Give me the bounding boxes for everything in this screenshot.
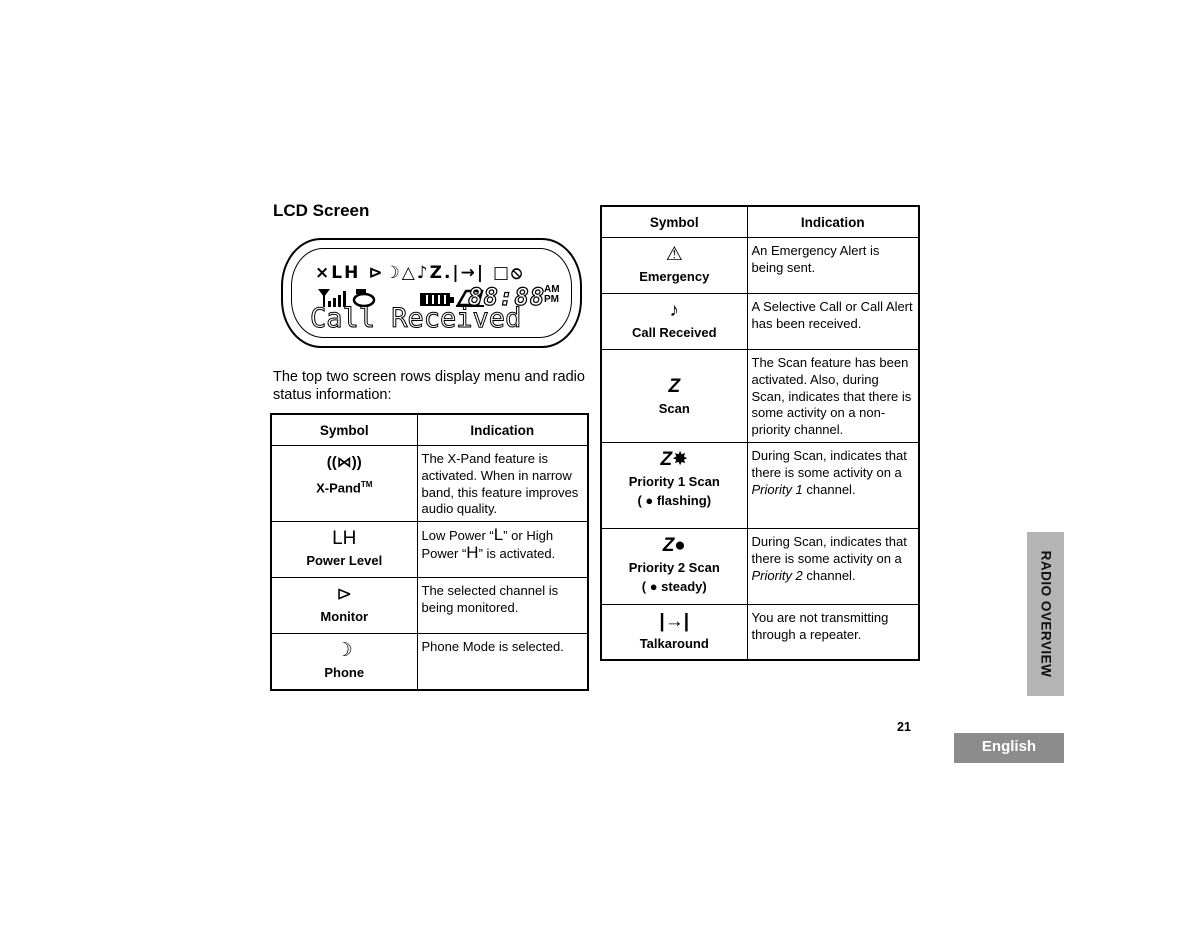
indication-cell: A Selective Call or Call Alert has been received. (747, 294, 919, 350)
lcd-message: Call Received (310, 303, 522, 334)
section-heading: LCD Screen (273, 201, 370, 220)
table-row (601, 528, 919, 604)
lcd-status-icons: ⨯LH ⊳☽△♪Z.|→| □⦸ (315, 263, 525, 283)
symbol-name: Talkaround (639, 635, 709, 651)
monitor-icon: ⊳ (336, 584, 353, 606)
symbol-cell (601, 350, 747, 443)
header-indication: Indication (747, 206, 919, 238)
indication-emphasis: Priority 2 (751, 567, 803, 583)
table-row (271, 578, 588, 634)
indication-cell: The selected channel is being monitored. (417, 578, 588, 634)
indication-cell: Phone Mode is selected. (417, 634, 588, 690)
symbol-name: Power Level (306, 553, 383, 569)
symbol-note: ( ● flashing) (637, 492, 712, 508)
indication-emphasis: Priority 1 (751, 481, 803, 497)
symbol-name: Priority 1 Scan (628, 473, 720, 489)
xpand-icon: ((⋈)) (326, 454, 362, 471)
indication-cell (417, 522, 588, 578)
high-power-glyph: H (466, 542, 479, 562)
pm-label: PM (544, 294, 559, 305)
symbol-cell (271, 578, 417, 634)
indication-text: Low Power “ (421, 528, 494, 544)
header-symbol: Symbol (271, 414, 417, 446)
table-row (271, 446, 588, 522)
emergency-icon: ⚠ (665, 244, 683, 265)
symbol-cell (271, 446, 417, 522)
section-side-tab (1027, 532, 1064, 696)
table-row (601, 294, 919, 350)
am-label: AM (544, 284, 560, 295)
indication-cell: You are not transmitting through a repeater. (747, 604, 919, 660)
lcd-am-pm (544, 285, 560, 305)
table-row (271, 522, 588, 578)
lcd-screen-bezel (291, 248, 572, 338)
table-header-row (601, 206, 919, 238)
low-power-glyph: L (493, 525, 504, 545)
indication-text: ” is activated. (478, 545, 556, 561)
table-row (601, 442, 919, 528)
priority-2-scan-icon: Z● (662, 534, 686, 556)
symbol-cell (271, 522, 417, 578)
indication-cell: The X-Pand feature is activated. When in narrow band, this feature improves audio quality. (417, 446, 588, 522)
symbol-note: ( ● steady) (641, 578, 707, 594)
symbol-name: Priority 2 Scan (628, 559, 720, 575)
header-symbol: Symbol (601, 206, 747, 238)
symbol-name: Scan (658, 400, 690, 416)
symbol-cell (271, 634, 417, 690)
lcd-clock: 88:88 (468, 283, 546, 311)
symbol-cell (601, 442, 747, 528)
table-row (601, 238, 919, 294)
symbol-cell (601, 238, 747, 294)
phone-icon: ☽ (335, 640, 353, 662)
symbol-name: Phone (324, 665, 365, 681)
indication-cell: The Scan feature has been activated. Also, during Scan, indicates that there is some activity on a non-priority channel. (747, 350, 919, 443)
indication-text: channel. (802, 481, 856, 497)
talkaround-icon: |→| (659, 610, 690, 632)
indication-text: During Scan, indicates that there is some activity on a (751, 533, 907, 566)
indication-text: ” or High Power “ (421, 528, 554, 561)
language-tab: English (954, 733, 1064, 763)
symbol-name: Call Received (631, 325, 717, 340)
lcd-screen-illustration (281, 238, 582, 348)
table-row (271, 634, 588, 690)
symbol-name: X-Pand (316, 480, 361, 496)
symbol-name: Monitor (320, 609, 369, 625)
table-header-row (271, 414, 588, 446)
indication-cell (747, 528, 919, 604)
table-row (601, 350, 919, 443)
priority-1-scan-icon: Z✸ (660, 448, 689, 470)
symbol-name: Emergency (639, 269, 710, 284)
symbol-table-left (270, 413, 589, 691)
header-indication: Indication (417, 414, 588, 446)
symbol-cell (601, 528, 747, 604)
indication-cell: An Emergency Alert is being sent. (747, 238, 919, 294)
power-level-icon: LH (332, 528, 357, 550)
symbol-cell (601, 294, 747, 350)
indication-text: During Scan, indicates that there is some activity on a (751, 447, 907, 480)
page-number: 21 (897, 720, 911, 734)
indication-text: channel. (802, 567, 856, 583)
trademark-mark: TM (360, 480, 373, 489)
side-tab-label: RADIO OVERVIEW (1038, 550, 1053, 678)
intro-paragraph: The top two screen rows display menu and radio status information: (273, 369, 585, 403)
scan-icon: Z (668, 375, 681, 397)
indication-cell (747, 442, 919, 528)
symbol-table-right (600, 205, 920, 661)
table-row (601, 604, 919, 660)
call-received-icon: ♪ (669, 300, 679, 321)
symbol-cell (601, 604, 747, 660)
